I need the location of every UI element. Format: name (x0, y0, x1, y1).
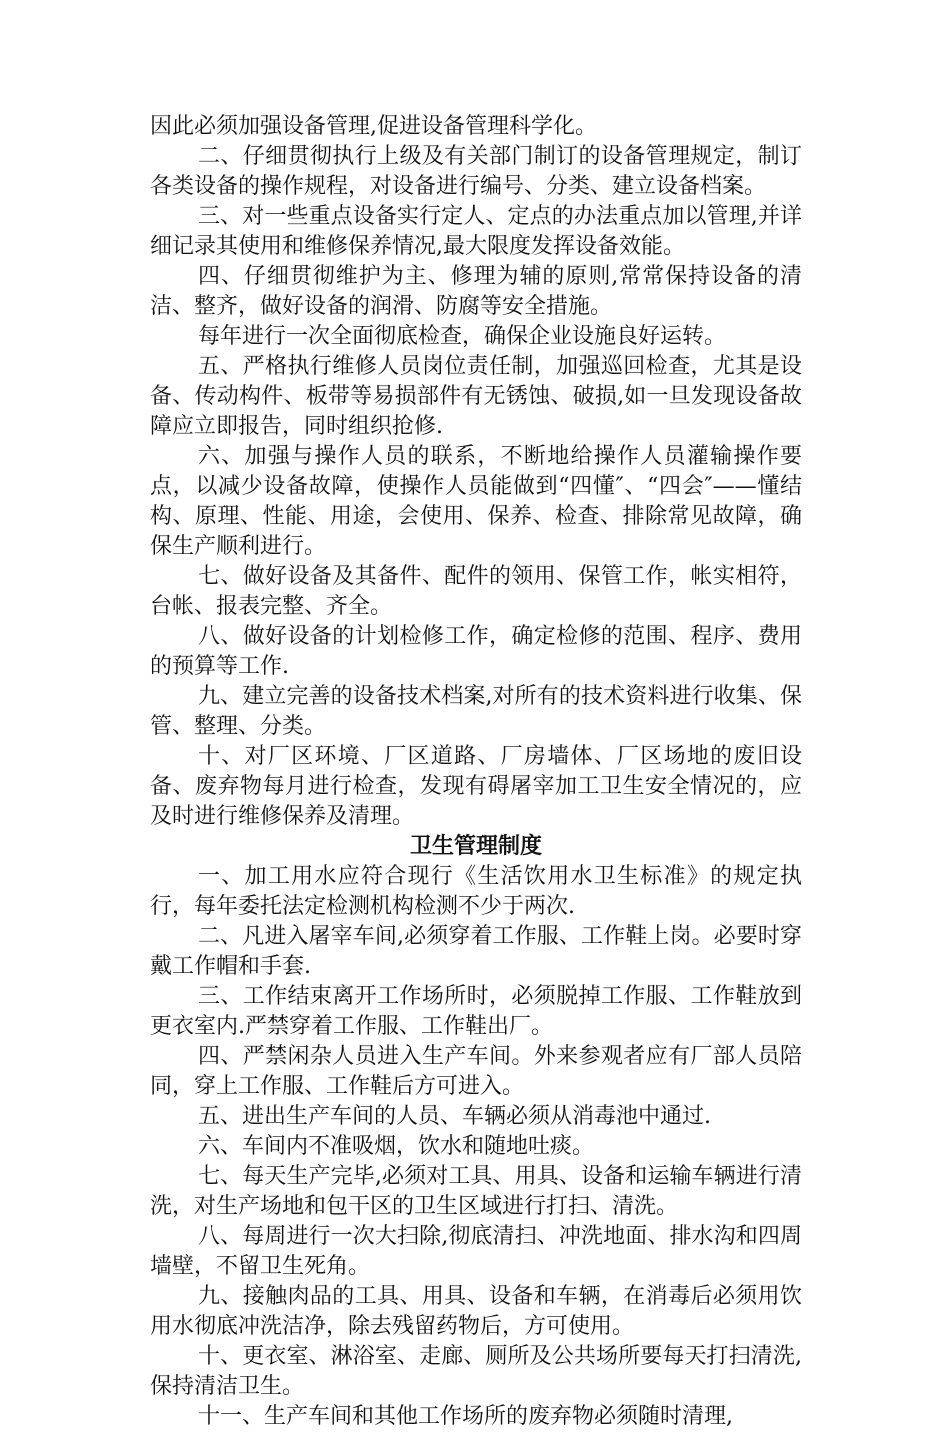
paragraph: 六、车间内不准吸烟，饮水和随地吐痰。 (198, 1134, 595, 1159)
equipment-rules-section (150, 112, 802, 832)
paragraph: 十、更衣室、淋浴室、走廊、厕所及公共场所要每天打扫清洗,保持清洁卫生。 (150, 1344, 802, 1399)
paragraph: 五、进出生产车间的人员、车辆必须从消毒池中通过. (198, 1104, 711, 1129)
paragraph: 三、工作结束离开工作场所时，必须脱掉工作服、工作鞋放到更衣室内.严禁穿着工作服、工作鞋出厂。 (150, 984, 802, 1039)
paragraph: 七、每天生产完毕,必须对工具、用具、设备和运输车辆进行清洗，对生产场地和包干区的卫生区域进行打扫、清洗。 (150, 1164, 802, 1219)
section-title: 卫生管理制度 (409, 834, 542, 859)
paragraph: 二、凡进入屠宰车间,必须穿着工作服、工作鞋上岗。必要时穿戴工作帽和手套. (150, 924, 802, 979)
paragraph: 四、严禁闲杂人员进入生产车间。外来参观者应有厂部人员陪同，穿上工作服、工作鞋后方可进入。 (150, 1044, 802, 1099)
paragraph: 每年进行一次全面彻底检查，确保企业设施良好运转。 (198, 324, 727, 349)
paragraph: 三、对一些重点设备实行定人、定点的办法重点加以管理,并详细记录其使用和维修保养情况,最大限度发挥设备效能。 (150, 204, 802, 259)
paragraph: 九、建立完善的设备技术档案,对所有的技术资料进行收集、保管、整理、分类。 (150, 684, 802, 739)
paragraph: 二、仔细贯彻执行上级及有关部门制订的设备管理规定，制订各类设备的操作规程，对设备进行编号、分类、建立设备档案。 (150, 144, 802, 199)
paragraph: 七、做好设备及其备件、配件的领用、保管工作，帐实相符，台帐、报表完整、齐全。 (150, 564, 802, 619)
document-page (150, 112, 802, 1432)
paragraph: 五、严格执行维修人员岗位责任制，加强巡回检查，尤其是设备、传动构件、板带等易损部件有无锈蚀、破损,如一旦发现设备故障应立即报告，同时组织抢修. (150, 354, 802, 439)
paragraph: 九、接触肉品的工具、用具、设备和车辆，在消毒后必须用饮用水彻底冲洗洁净，除去残留药物后，方可使用。 (150, 1284, 802, 1339)
paragraph: 十一、生产车间和其他工作场所的废弃物必须随时清理, (198, 1404, 733, 1429)
paragraph: 六、加强与操作人员的联系，不断地给操作人员灌输操作要点，以减少设备故障，使操作人员能做到“四懂″、“四会″——懂结构、原理、性能、用途，会使用、保养、检查、排除常见故障，确保生产顺利进行。 (150, 444, 802, 559)
paragraph: 八、做好设备的计划检修工作，确定检修的范围、程序、费用的预算等工作. (150, 624, 802, 679)
hygiene-rules-section (150, 862, 802, 1432)
paragraph: 八、每周进行一次大扫除,彻底清扫、冲洗地面、排水沟和四周墙壁，不留卫生死角。 (150, 1224, 802, 1279)
paragraph: 四、仔细贯彻维护为主、修理为辅的原则,常常保持设备的清洁、整齐，做好设备的润滑、防腐等安全措施。 (150, 264, 802, 319)
paragraph: 因此必须加强设备管理,促进设备管理科学化。 (150, 114, 597, 139)
paragraph: 十、对厂区环境、厂区道路、厂房墙体、厂区场地的废旧设备、废弃物每月进行检查，发现有碍屠宰加工卫生安全情况的，应及时进行维修保养及清理。 (150, 744, 802, 829)
paragraph: 一、加工用水应符合现行《生活饮用水卫生标准》的规定执行，每年委托法定检测机构检测不少于两次. (150, 864, 802, 919)
